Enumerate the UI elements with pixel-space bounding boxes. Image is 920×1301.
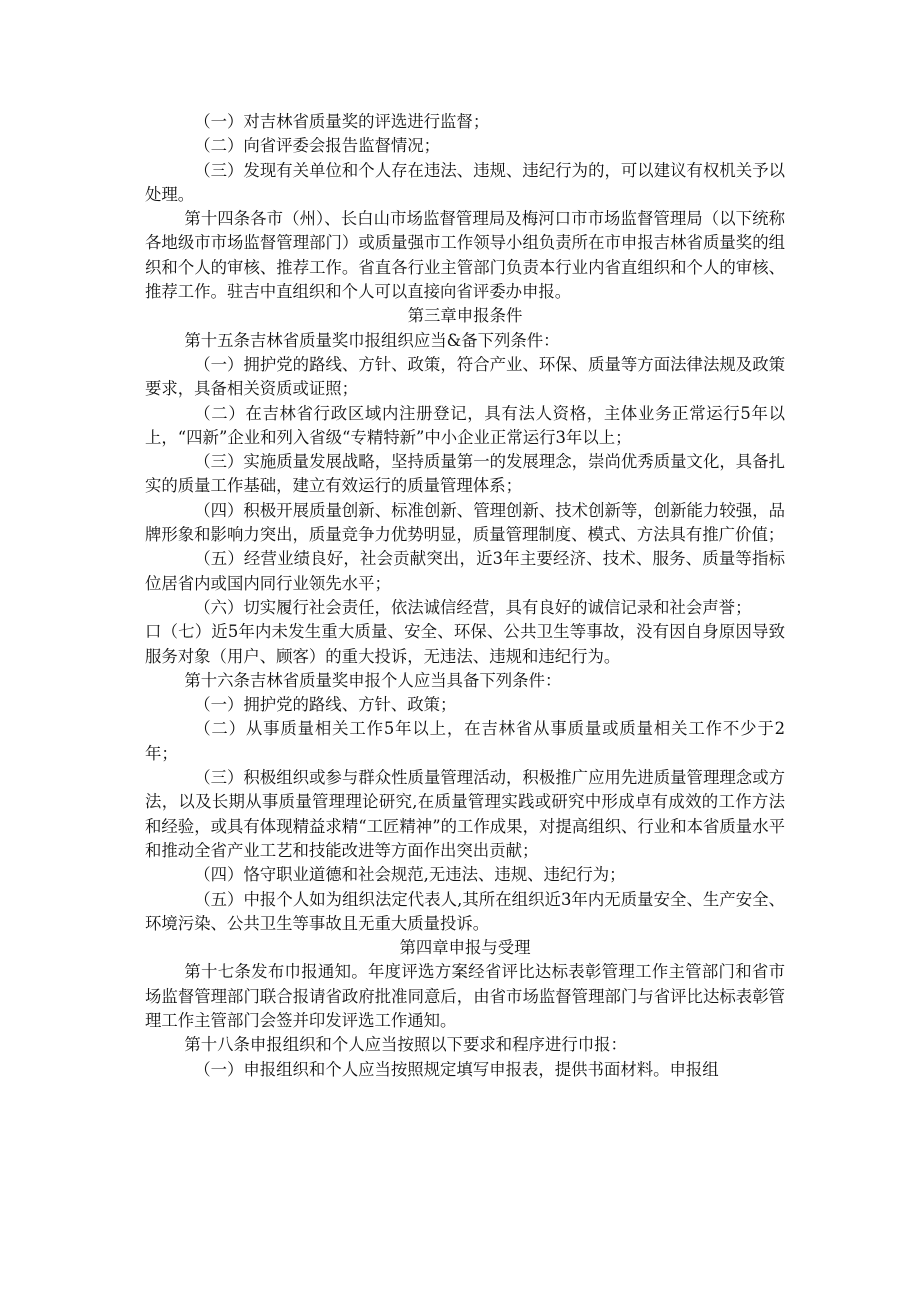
paragraph: （一）拥护党的路线、方针、政策，符合产业、环保、质量等方面法律法规及政策要求，具备相关资质或证照； [145, 354, 785, 399]
paragraph: （二）向省评委会报告监督情况； [194, 136, 441, 156]
paragraph: （四）恪守职业道德和社会规范,无违法、违规、违纪行为； [194, 865, 626, 885]
article-16: 第十六条吉林省质量奖申报个人应当具备下列条件： [184, 670, 562, 690]
chapter-4-heading: 第四章申报与受理 [399, 938, 531, 958]
paragraph: （三）发现有关单位和个人存在违法、违规、违纪行为的，可以建议有权机关予以处理。 [145, 160, 785, 204]
chapter-3-heading: 第三章申报条件 [407, 306, 523, 326]
paragraph: （三）实施质量发展战略，坚持质量第一的发展理念，崇尚优秀质量文化，具备扎实的质量工作基础，建立有效运行的质量管理体系； [145, 452, 785, 496]
paragraph: （四）积极开展质量创新、标准创新、管理创新、技术创新等，创新能力较强，品牌形象和影响力突出，质量竞争力优势明显，质量管理制度、模式、方法具有推广价值； [145, 500, 785, 545]
article-15: 第十五条吉林省质量奖巾报组织应当&备下列条件： [184, 330, 560, 350]
paragraph: （五）经营业绩良好，社会贡献突出，近3年主要经济、技术、服务、质量等指标位居省内或国内同行业领先水平； [145, 549, 785, 593]
paragraph: （一）对吉林省质量奖的评选进行监督； [194, 112, 490, 131]
article-14: 第十四条各市（州）、长白山市场监督管理局及梅河口市市场监督管理局（以下统称各地级市市场监督管理部门）或质量强市工作领导小组负责所在市申报吉林省质量奖的组织和个人的审核、推荐工作。省直各行业主管部门负责本行业内省直组织和个人的审核、推荐工作。驻吉中直组织和个人可以直接向省评委办申报。 [145, 209, 785, 302]
paragraph: （二）在吉林省行政区域内注册登记，具有法人资格，主体业务正常运行5年以上，“四新”企业和列入省级“专精特新”中小企业正常运行3年以上； [145, 403, 785, 447]
paragraph: 口（七）近5年内未发生重大质量、安全、环保、公共卫生等事故，没有因自身原因导致服务对象（用户、顾客）的重大投诉，无违法、违规和违纪行为。 [145, 622, 785, 666]
document-page [145, 110, 785, 1082]
paragraph: （三）积极组织或参与群众性质量管理活动，积极推广应用先进质量管理理念或方法，以及长期从事质量管理理论研究,在质量管理实践或研究中形成卓有成效的工作方法和经验，或具有体现精益求精“工匠精神”的工作成果，对提高组织、行业和本省质量水平和推动全省产业工艺和技能改进等方面作出突出贡献； [145, 768, 785, 860]
paragraph: （一）拥护党的路线、方针、政策； [194, 695, 457, 715]
article-17: 第十七条发布巾报通知。年度评选方案经省评比达标表彰管理工作主管部门和省市场监督管理部门联合报请省政府批准同意后，由省市场监督管理部门与省评比达标表彰管理工作主管部门会签并印发评选工作通知。 [145, 962, 785, 1030]
paragraph: （五）中报个人如为组织法定代表人,其所在组织近3年内无质量安全、生产安全、环境污染、公共卫生等事故且无重大质量投诉。 [145, 889, 785, 933]
article-18: 第十八条申报组织和个人应当按照以下要求和程序进行巾报： [184, 1035, 627, 1055]
paragraph: （一）申报组织和个人应当按照规定填写申报表，提供书面材料。申报组 [194, 1059, 719, 1079]
paragraph: （二）从事质量相关工作5年以上，在吉林省从事质量或质量相关工作不少于2年； [145, 719, 785, 763]
paragraph: （六）切实履行社会责任，依法诚信经营，具有良好的诚信记录和社会声誉； [194, 597, 752, 617]
